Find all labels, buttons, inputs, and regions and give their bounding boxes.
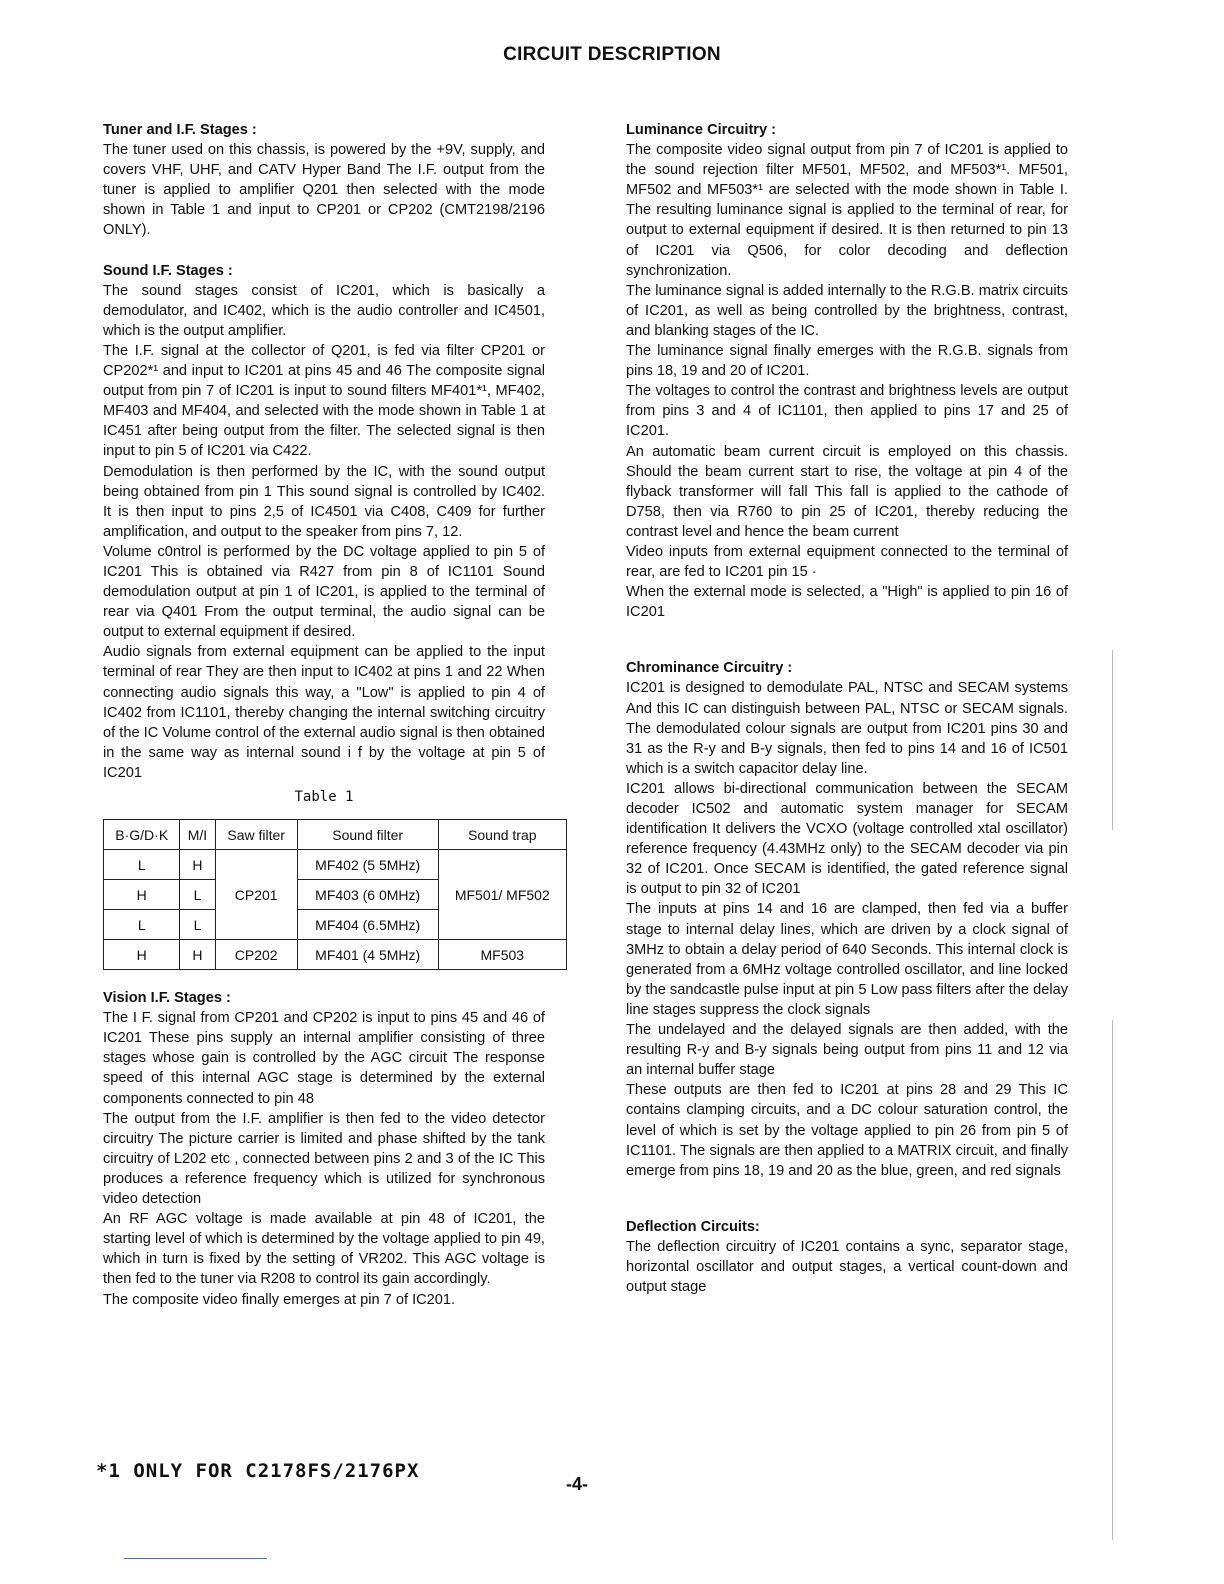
luminance-paragraph: The composite video signal output from pin 7 of IC201 is applied to the sound rejection filter MF501, MF502, and MF503*¹. MF501, MF502 and MF503*¹ are selected with the mode shown in Table I. The resulting luminance signal is applied to the terminal of rear, for output to external equipment if desired. It is then returned to pin 13 of IC201 via Q506, for color decoding and deflection synchronization. — [626, 142, 1068, 279]
luminance-paragraph: The luminance signal is added internally to the R.G.B. matrix circuits of IC201, as well as being controlled by the brightness, contrast, and blanking stages of the IC. — [626, 282, 1068, 339]
tuner-heading: Tuner and I.F. Stages : — [103, 122, 257, 138]
tuner-text: The tuner used on this chassis, is powered by the +9V, supply, and covers VHF, UHF, and CATV Hyper Band The I.F. output from the tuner is applied to amplifier Q201 then selected with the mode shown in Table 1 and input to CP201 or CP202 (CMT2198/2196 ONLY). — [103, 142, 545, 239]
table-cell: H — [180, 850, 215, 880]
vision-heading: Vision I.F. Stages : — [103, 990, 231, 1007]
table-cell: H — [104, 940, 180, 970]
sound-paragraph: Audio signals from external equipment can be applied to the input terminal of rear They are then input to IC402 at pins 1 and 22 When connecting audio signals this way, a "Low" is applied to pin 4 of IC402 from IC1101, thereby changing the internal switching circuitry of the IC Volume control of the external audio signal is then obtained in the same way as internal sound i f by the voltage at pin 5 of IC201 — [103, 644, 545, 781]
table-cell: MF503 — [438, 940, 566, 970]
vision-paragraph: The output from the I.F. amplifier is then fed to the video detector circuitry The picture carrier is limited and phase shifted by the tank circuitry of L202 etc , connected between pins 2 and 3 of the IC This produces a reference frequency which is utilized for synchronous video detection — [103, 1110, 545, 1208]
table-header: Saw filter — [215, 820, 297, 850]
sound-paragraph: Volume c0ntrol is performed by the DC voltage applied to pin 5 of IC201 This is obtained via R427 from pin 8 of IC1101 Sound demodulation output at pin 1 of IC201, is applied to the terminal of rear via Q401 From the output terminal, the audio signal can be output to external equipment if desired. — [103, 543, 545, 641]
luminance-paragraph: The voltages to control the contrast and brightness levels are output from pins 3 and 4 of IC1101, then applied to pins 17 and 25 of IC201. — [626, 383, 1068, 440]
table-cell: L — [104, 850, 180, 880]
table-cell: MF401 (4 5MHz) — [297, 940, 438, 970]
vision-paragraph: The composite video finally emerges at pin 7 of IC201. — [103, 1291, 456, 1308]
scan-edge-line — [1112, 1020, 1113, 1540]
sound-paragraph: The sound stages consist of IC201, which is basically a demodulator, and IC402, which is the audio controller and IC4501, which is the output amplifier. — [103, 282, 545, 339]
right-column — [626, 120, 1068, 1297]
chrominance-paragraph: IC201 allows bi-directional communication between the SECAM decoder IC502 and automatic system manager for SECAM identification It delivers the VCXO (voltage controlled xtal oscillator) reference frequency (4.43MHz only) to the SECAM decoder via pin 32 of IC201. Once SECAM is identified, the gated reference signal is output to pin 32 of IC201 — [626, 780, 1068, 898]
table-cell: L — [180, 910, 215, 940]
chrominance-heading: Chrominance Circuitry : — [626, 660, 793, 677]
table-cell: MF402 (5 5MHz) — [297, 850, 438, 880]
mode-table — [103, 819, 567, 970]
table-cell: H — [104, 880, 180, 910]
table-row — [104, 850, 567, 880]
vision-paragraph: The I F. signal from CP201 and CP202 is input to pins 45 and 46 of IC201 These pins supply an internal amplifier consisting of three stages whose gain is controlled by the AGC circuit The response speed of this internal AGC stage is determined by the external components connected to pin 48 — [103, 1010, 545, 1107]
table-cell: MF404 (6.5MHz) — [297, 910, 438, 940]
chrominance-paragraph: The inputs at pins 14 and 16 are clamped, then fed via a buffer stage to internal delay lines, which are driven by a clock signal of 3MHz to obtain a delay period of 640 Seconds. This internal clock is generated from a 6MHz voltage controlled oscillator, and line locked by the sandcastle pulse input at pin 5 Low pass filters after the delay line stages suppress the clock signals — [626, 901, 1068, 1018]
table-cell: L — [104, 910, 180, 940]
luminance-paragraph: Video inputs from external equipment connected to the terminal of rear, are fed to IC201 pin 15 · — [626, 543, 1068, 581]
chrominance-paragraph: The undelayed and the delayed signals are then added, with the resulting R-y and B-y signals being output from pins 11 and 12 via an internal buffer stage — [626, 1022, 1068, 1079]
chrominance-paragraph: IC201 is designed to demodulate PAL, NTSC and SECAM systems And this IC can distinguish between PAL, NTSC or SECAM signals. The demodulated colour signals are output from IC201 pins 30 and 31 as the R-y and B-y signals, then fed to pins 14 and 16 of IC501 which is a switch capacitor delay line. — [626, 680, 1068, 777]
table-cell: MF501/ MF502 — [438, 850, 566, 940]
left-column — [103, 120, 550, 1310]
footnote: *1 ONLY FOR C2178FS/2176PX — [96, 1460, 420, 1482]
chrominance-paragraph: These outputs are then fed to IC201 at pins 28 and 29 This IC contains clamping circuits, and a DC colour saturation control, the level of which is set by the voltage applied to pin 26 from pin 5 of IC1101. The signals are then applied to a MATRIX circuit, and finally emerge from pins 18, 19 and 20 as the blue, green, and red signals — [626, 1082, 1068, 1179]
vision-paragraph: An RF AGC voltage is made available at pin 48 of IC201, the starting level of which is determined by the voltage applied to pin 49, which in turn is fixed by the setting of VR202. This AGC voltage is then fed to the tuner via R208 to control its gain accordingly. — [103, 1211, 545, 1288]
blue-underline-rule — [124, 1558, 267, 1559]
luminance-paragraph: When the external mode is selected, a "High" is applied to pin 16 of IC201 — [626, 584, 1068, 621]
luminance-paragraph: The luminance signal finally emerges with the R.G.B. signals from pins 18, 19 and 20 of IC201. — [626, 343, 1068, 380]
deflection-heading: Deflection Circuits: — [626, 1218, 760, 1235]
table-cell: CP202 — [215, 940, 297, 970]
table-header: M/I — [180, 820, 215, 850]
deflection-paragraph: The deflection circuitry of IC201 contains a sync, separator stage, horizontal oscillator and output stages, a vertical count-down and output stage — [626, 1238, 1068, 1296]
table-header-row — [104, 820, 567, 850]
page-number: -4- — [566, 1474, 588, 1494]
luminance-heading: Luminance Circuitry : — [626, 122, 777, 138]
sound-heading: Sound I.F. Stages : — [103, 262, 233, 279]
scan-edge-line — [1112, 650, 1113, 830]
table-caption: Table 1 — [294, 789, 354, 805]
sound-paragraph: The I.F. signal at the collector of Q201, is fed via filter CP201 or CP202*¹ and input to IC201 at pins 45 and 46 The composite signal output from pin 7 of IC201 is input to sound filters MF401*¹, MF402, MF403 and MF404, and selected with the mode shown in Table 1 at IC451 after being output from the filter. The selected signal is then input to pin 5 of IC201 via C422. — [103, 342, 545, 460]
table-cell: MF403 (6 0MHz) — [297, 880, 438, 910]
table-row — [104, 940, 567, 970]
table-cell: H — [180, 940, 215, 970]
table-cell: CP201 — [215, 850, 297, 940]
sound-paragraph: Demodulation is then performed by the IC, with the sound output being obtained from pin 1 This sound signal is controlled by IC402. It is then input to pins 2,5 of IC4501 via C408, C409 for further amplification, and output to the speaker from pins 7, 12. — [103, 463, 545, 540]
page-title: CIRCUIT DESCRIPTION — [503, 44, 721, 65]
table-header: Sound trap — [438, 820, 566, 850]
table-header: Sound filter — [297, 820, 438, 850]
table-header: B·G/D·K — [104, 820, 180, 850]
luminance-paragraph: An automatic beam current circuit is employed on this chassis. Should the beam current start to rise, the voltage at pin 4 of the flyback transformer will fall This fall is applied to the cathode of D758, then via R760 to pin 25 of IC201, thereby reducing the contrast level and hence the beam current — [626, 443, 1068, 540]
table-cell: L — [180, 880, 215, 910]
